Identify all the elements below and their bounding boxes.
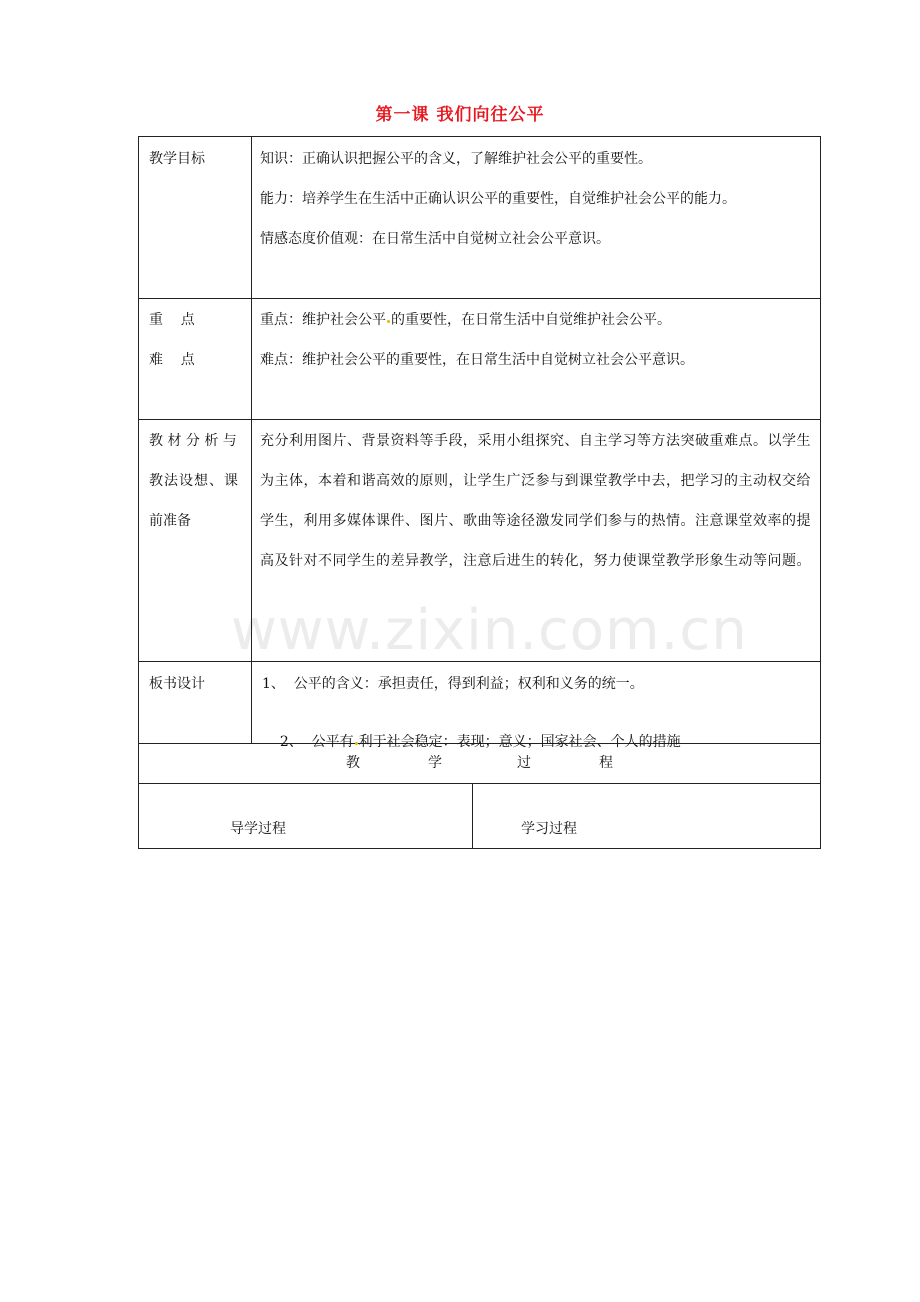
analysis-label-line2: 教法设想、课 — [149, 473, 239, 489]
difficult-point-text: 难点：维护社会公平的重要性，在日常生活中自觉树立社会公平意识。 — [260, 352, 694, 368]
guide-process-label: 导学过程 — [230, 821, 286, 837]
objectives-label: 教学目标 — [149, 151, 205, 167]
process-header-char: 程 — [599, 755, 613, 771]
row-divider — [139, 661, 820, 662]
board-item-2 — [262, 712, 681, 772]
objectives-ability: 能力：培养学生在生活中正确认识公平的重要性，自觉维护社会公平的能力。 — [260, 191, 736, 207]
process-header-char: 教 — [346, 755, 360, 771]
key-point-label: 重 点 — [149, 312, 195, 328]
objectives-emotion: 情感态度价值观：在日常生活中自觉树立社会公平意识。 — [260, 231, 610, 247]
key-point-text-a: 重点：维护社会公平 — [260, 312, 386, 328]
process-header-char: 学 — [428, 755, 442, 771]
analysis-label-line1: 教 材 分 析 与 — [149, 433, 237, 449]
watermark: www.zixin.com.cn — [231, 598, 748, 663]
label-column-divider — [251, 137, 252, 743]
board-item-2-b: 利于社会稳定：表现；意义；国家社会、个人的措施 — [358, 734, 681, 750]
process-column-divider — [472, 783, 473, 848]
board-item-2-a: 2、 公平有 — [279, 734, 354, 750]
learning-process-label: 学习过程 — [521, 821, 577, 837]
key-point-text — [260, 310, 671, 330]
objectives-knowledge: 知识：正确认识把握公平的含义，了解维护社会公平的重要性。 — [260, 151, 652, 167]
stray-mark — [355, 742, 358, 745]
difficult-point-label: 难 点 — [149, 352, 195, 368]
stray-mark — [387, 320, 390, 323]
board-item-1: 1、 公平的含义：承担责任，得到利益；权利和义务的统一。 — [262, 676, 644, 692]
page-title: 第一课 我们向往公平 — [375, 105, 545, 125]
row-divider — [139, 419, 820, 420]
process-header-char: 过 — [517, 755, 531, 771]
lesson-plan-table — [138, 136, 821, 849]
row-divider — [139, 783, 820, 784]
row-divider — [139, 298, 820, 299]
board-label: 板书设计 — [149, 676, 205, 692]
key-point-text-b: 的重要性，在日常生活中自觉维护社会公平。 — [391, 312, 671, 328]
analysis-label-line3: 前准备 — [149, 513, 191, 529]
analysis-text: 充分利用图片、背景资料等手段，采用小组探究、自主学习等方法突破重难点。以学生为主体，本着和谐高效的原则，让学生广泛参与到课堂教学中去，把学习的主动权交给学生，利用多媒体课件、图片、歌曲等途径激发同学们参与的热情。注意课堂效率的提高及针对不同学生的差异教学，注意后进生的转化，努力使课堂教学形象生动等问题。 — [260, 433, 811, 569]
